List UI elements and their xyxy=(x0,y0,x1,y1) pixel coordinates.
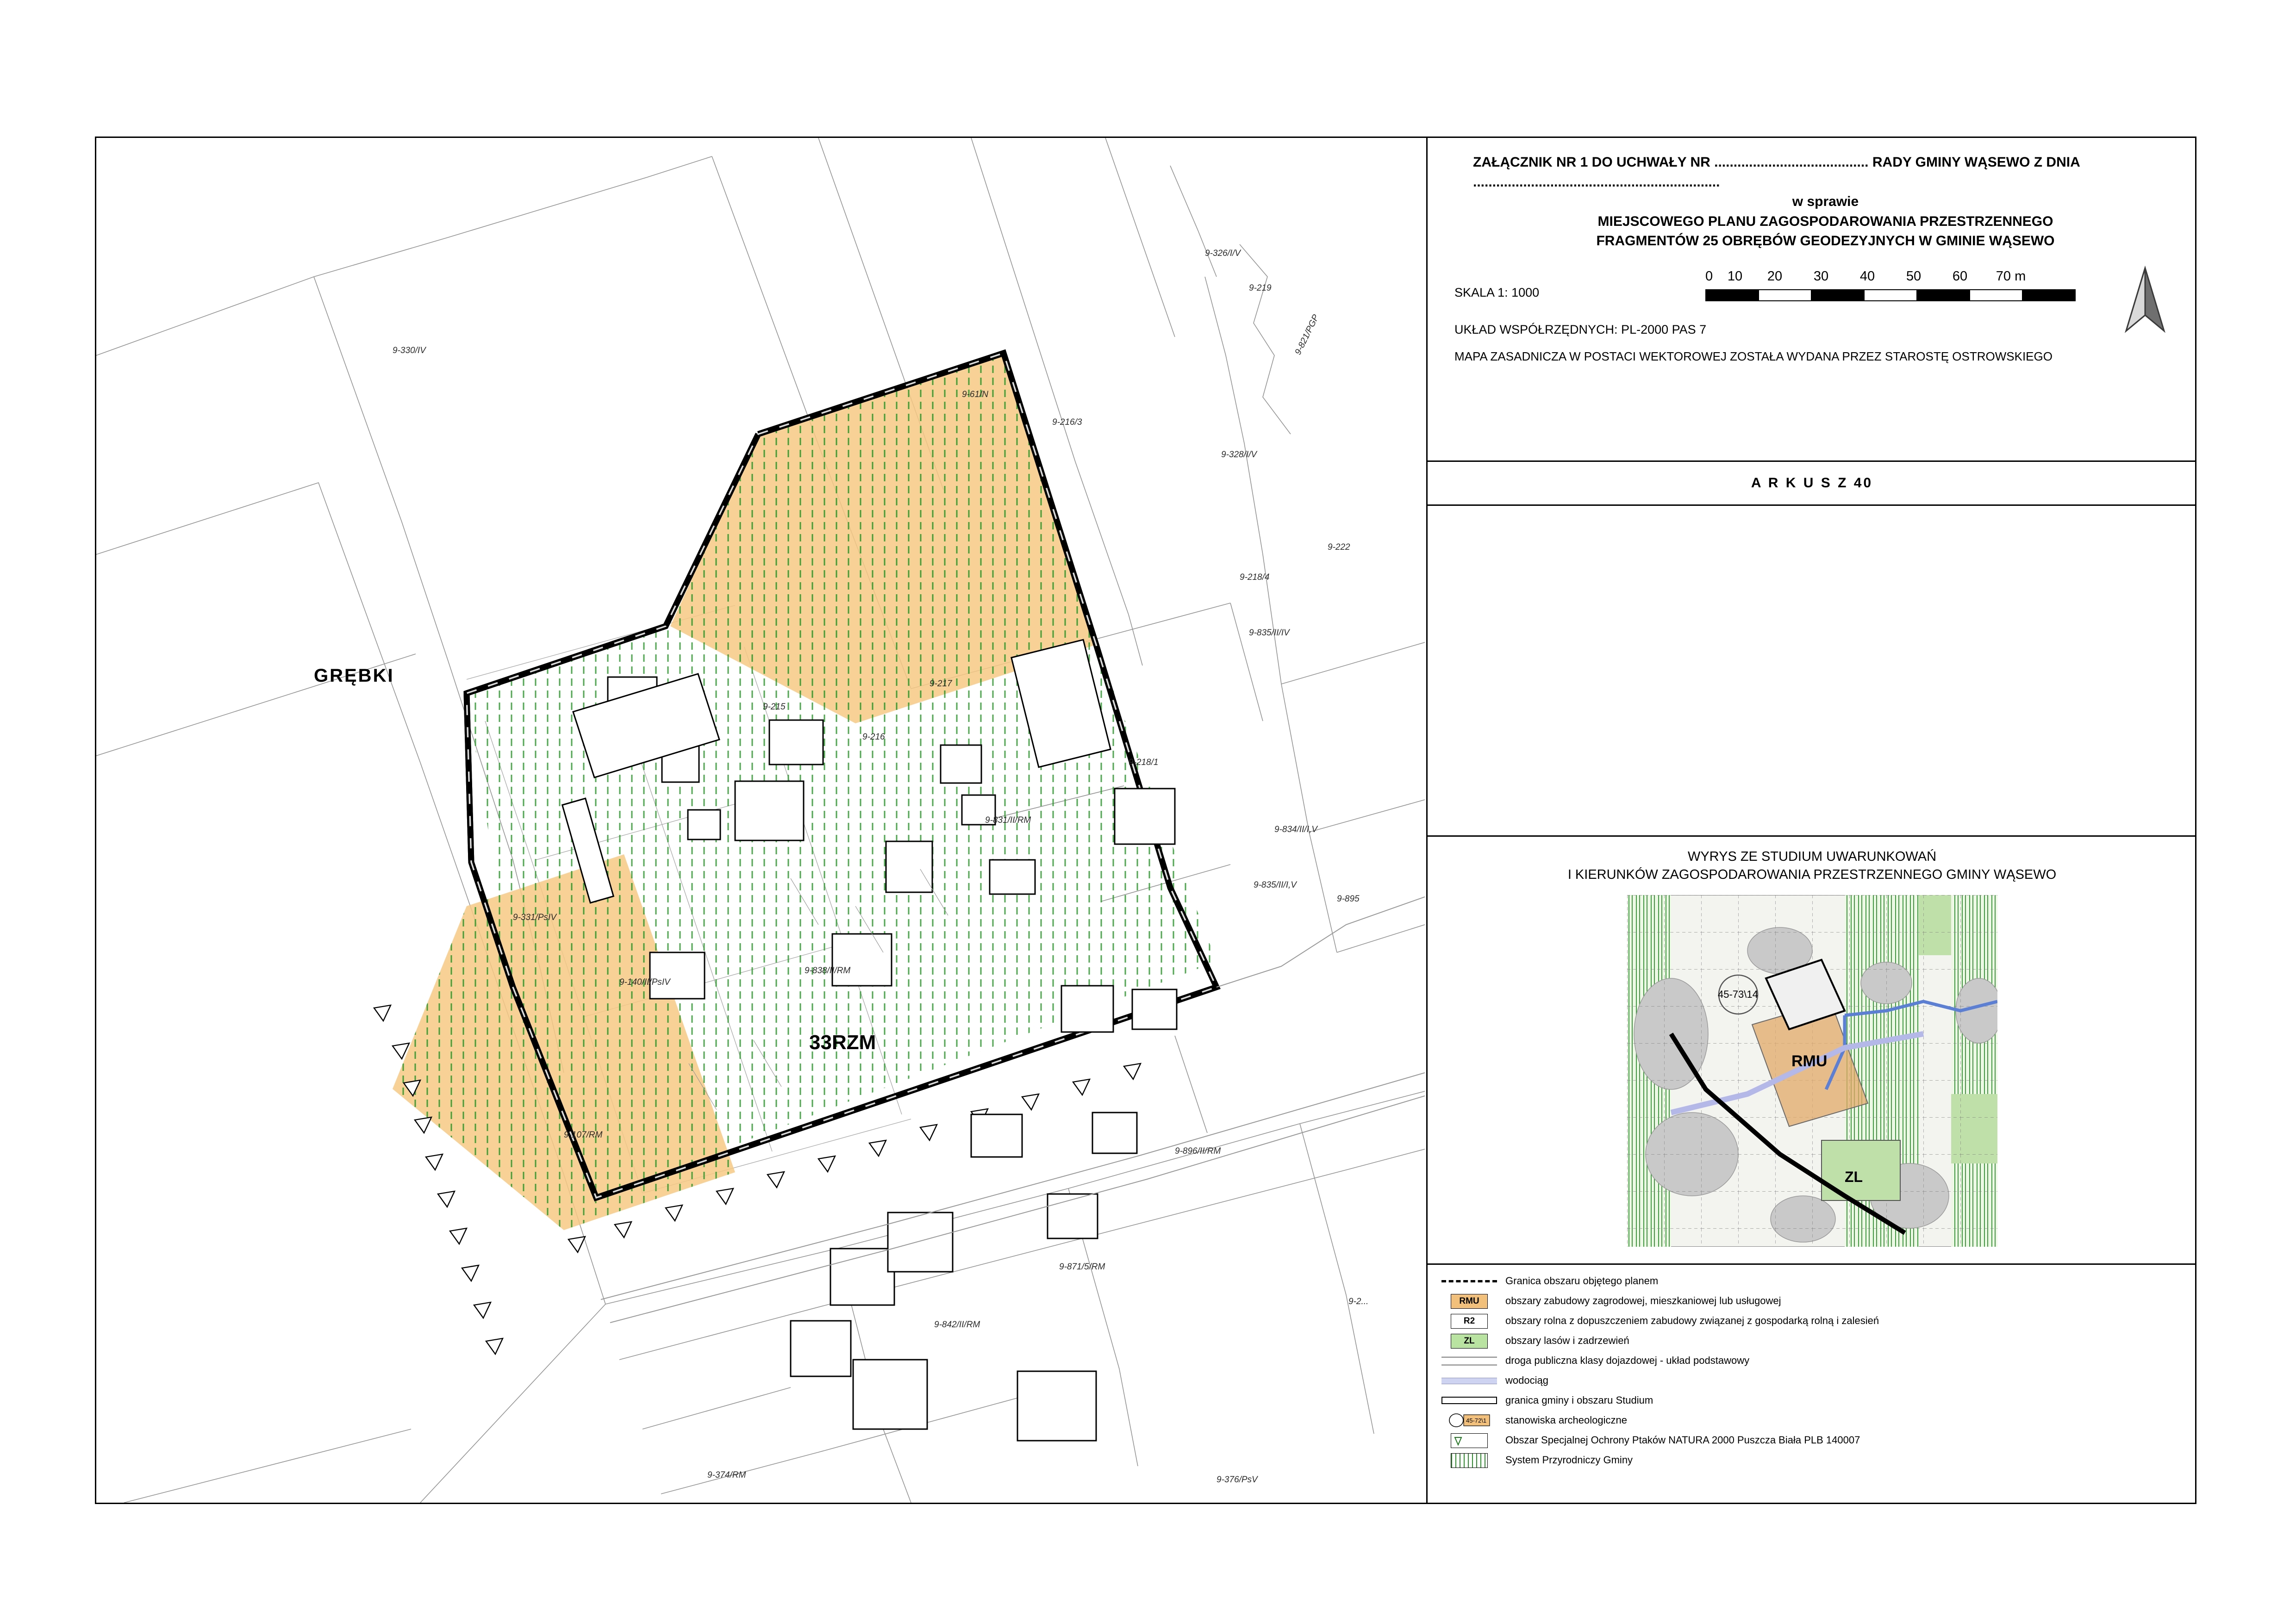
svg-text:9-831/II/RM: 9-831/II/RM xyxy=(985,815,1031,825)
svg-text:9-834/II/I,V: 9-834/II/I,V xyxy=(1274,825,1317,834)
svg-text:9-330/IV: 9-330/IV xyxy=(393,346,426,355)
svg-text:9-374/RM: 9-374/RM xyxy=(707,1470,746,1480)
boundary-line-icon xyxy=(1440,1393,1499,1408)
svg-text:9-895: 9-895 xyxy=(1337,894,1360,904)
svg-text:9-871/5/RM: 9-871/5/RM xyxy=(1059,1262,1105,1272)
sheet-number-block xyxy=(1428,462,2196,506)
svg-text:9-838/II/RM: 9-838/II/RM xyxy=(805,966,851,976)
coordinate-system: UKŁAD WSPÓŁRZĘDNYCH: PL-2000 PAS 7 xyxy=(1454,322,1707,336)
water-line-icon xyxy=(1440,1373,1499,1388)
blank-block xyxy=(1428,506,2196,837)
legend-item-natura2000 xyxy=(1440,1432,2186,1448)
natura2000-icon xyxy=(1440,1432,1499,1448)
svg-text:9-326/I/V: 9-326/I/V xyxy=(1205,249,1241,258)
svg-text:9-107/RM: 9-107/RM xyxy=(564,1130,603,1140)
legend-item-water xyxy=(1440,1373,2186,1388)
village-label: GRĘBKI xyxy=(314,665,394,686)
scale-bar xyxy=(1705,289,2076,301)
title-line-5: FRAGMENTÓW 25 OBRĘBÓW GEODEZYJNYCH W GMINIE WĄSEWO xyxy=(1596,233,2055,249)
legend-label: Granica obszaru objętego planem xyxy=(1505,1275,1659,1287)
svg-text:9-218/1: 9-218/1 xyxy=(1129,758,1159,767)
title-line-4: MIEJSCOWEGO PLANU ZAGOSPODAROWANIA PRZESTRZENNEGO xyxy=(1597,213,2053,229)
svg-text:9-222: 9-222 xyxy=(1328,542,1350,552)
legend-item-road xyxy=(1440,1353,2186,1368)
study-extract-map[interactable] xyxy=(1627,895,1997,1247)
spn-pattern-icon xyxy=(1440,1452,1499,1468)
svg-text:9-218/4: 9-218/4 xyxy=(1240,572,1270,582)
title-block xyxy=(1428,138,2196,462)
svg-text:9-61/N: 9-61/N xyxy=(962,390,989,399)
svg-text:9-328/I/V: 9-328/I/V xyxy=(1221,450,1257,460)
scale-block xyxy=(1446,265,2178,321)
legend-block xyxy=(1428,1265,2196,1468)
legend-label: System Przyrodniczy Gminy xyxy=(1505,1454,1633,1466)
map-drawing xyxy=(96,138,1425,1503)
svg-text:9-331/PsIV: 9-331/PsIV xyxy=(513,913,556,922)
svg-text:9-896/II/RM: 9-896/II/RM xyxy=(1175,1146,1221,1156)
legend-label: wodociąg xyxy=(1505,1374,1548,1387)
archaeology-site-icon xyxy=(1440,1412,1499,1428)
sheet-frame xyxy=(95,137,2196,1504)
dashed-line-icon xyxy=(1440,1273,1499,1289)
plan-area-label: 33RZM xyxy=(809,1031,876,1054)
study-title-line-2: I KIERUNKÓW ZAGOSPODAROWANIA PRZESTRZENNEGO GMINY WĄSEWO xyxy=(1567,867,2057,883)
sheet-number: A R K U S Z 40 xyxy=(1751,475,1873,491)
legend-item-rmu xyxy=(1440,1293,2186,1309)
svg-text:9-376/PsV: 9-376/PsV xyxy=(1217,1475,1258,1485)
study-site-label: 45-73\14 xyxy=(1717,989,1758,1001)
svg-text:9-217: 9-217 xyxy=(930,679,952,689)
title-line-1: ZAŁĄCZNIK NR 1 DO UCHWAŁY NR ........................................ xyxy=(1473,155,1869,170)
svg-text:9-842/II/RM: 9-842/II/RM xyxy=(934,1320,980,1330)
legend-item-plan-boundary xyxy=(1440,1273,2186,1289)
legend-item-boundary xyxy=(1440,1393,2186,1408)
legend-label: droga publiczna klasy dojazdowej - układ podstawowy xyxy=(1505,1355,1750,1367)
legend-label: obszary rolna z dopuszczeniem zabudowy związanej z gospodarką rolną i zalesień xyxy=(1505,1315,1879,1327)
svg-text:9-835/II/IV: 9-835/II/IV xyxy=(1249,628,1290,638)
scale-tick-labels: 0 10 20 30 40 50 60 70 m xyxy=(1705,268,2026,284)
study-zl-label: ZL xyxy=(1844,1169,1863,1186)
svg-text:9-821/PGP: 9-821/PGP xyxy=(1293,313,1321,357)
svg-text:9-215: 9-215 xyxy=(763,702,786,712)
svg-text:9-835/II/I,V: 9-835/II/I,V xyxy=(1254,880,1297,890)
legend-label: granica gminy i obszaru Studium xyxy=(1505,1394,1653,1406)
svg-text:9-140/II/PsIV: 9-140/II/PsIV xyxy=(619,977,670,987)
legend-item-archaeology xyxy=(1440,1412,2186,1428)
legend-item-spn xyxy=(1440,1452,2186,1468)
svg-text:9-216: 9-216 xyxy=(862,732,885,742)
rmu-swatch-icon: RMU xyxy=(1440,1293,1499,1309)
study-extract-block xyxy=(1428,837,2196,1265)
r2-swatch-icon: R2 xyxy=(1440,1313,1499,1329)
study-rmu-label: RMU xyxy=(1791,1052,1827,1070)
legend-label: Obszar Specjalnej Ochrony Ptaków NATURA 2000 Puszcza Biała PLB 140007 xyxy=(1505,1434,1860,1446)
scale-label: SKALA 1: 1000 xyxy=(1454,285,1540,299)
map-canvas[interactable] xyxy=(96,138,1425,1503)
svg-text:45-72\1: 45-72\1 xyxy=(1466,1417,1487,1424)
map-source-note: MAPA ZASADNICZA W POSTACI WEKTOROWEJ ZOSTAŁA WYDANA PRZEZ STAROSTĘ OSTROWSKIEGO xyxy=(1454,349,2053,363)
zl-swatch-icon: ZL xyxy=(1440,1333,1499,1349)
legend-label: stanowiska archeologiczne xyxy=(1505,1414,1627,1426)
sheet-sidebar xyxy=(1426,138,2196,1503)
north-arrow-icon xyxy=(2120,265,2171,337)
svg-text:9-2...: 9-2... xyxy=(1348,1297,1369,1306)
title-line-2: RADY GMINY WĄSEWO Z DNIA ................................................................ xyxy=(1473,155,2080,190)
legend-label: obszary zabudowy zagrodowej, mieszkaniowej lub usługowej xyxy=(1505,1295,1781,1307)
study-title-line-1: WYRYS ZE STUDIUM UWARUNKOWAŃ xyxy=(1687,849,1937,864)
svg-text:9-219: 9-219 xyxy=(1249,283,1272,293)
legend-item-zl xyxy=(1440,1333,2186,1349)
title-line-3: w sprawie xyxy=(1792,194,1859,210)
legend-item-r2 xyxy=(1440,1313,2186,1329)
svg-text:9-216/3: 9-216/3 xyxy=(1052,417,1082,427)
legend-label: obszary lasów i zadrzewień xyxy=(1505,1335,1629,1347)
road-line-icon xyxy=(1440,1353,1499,1368)
